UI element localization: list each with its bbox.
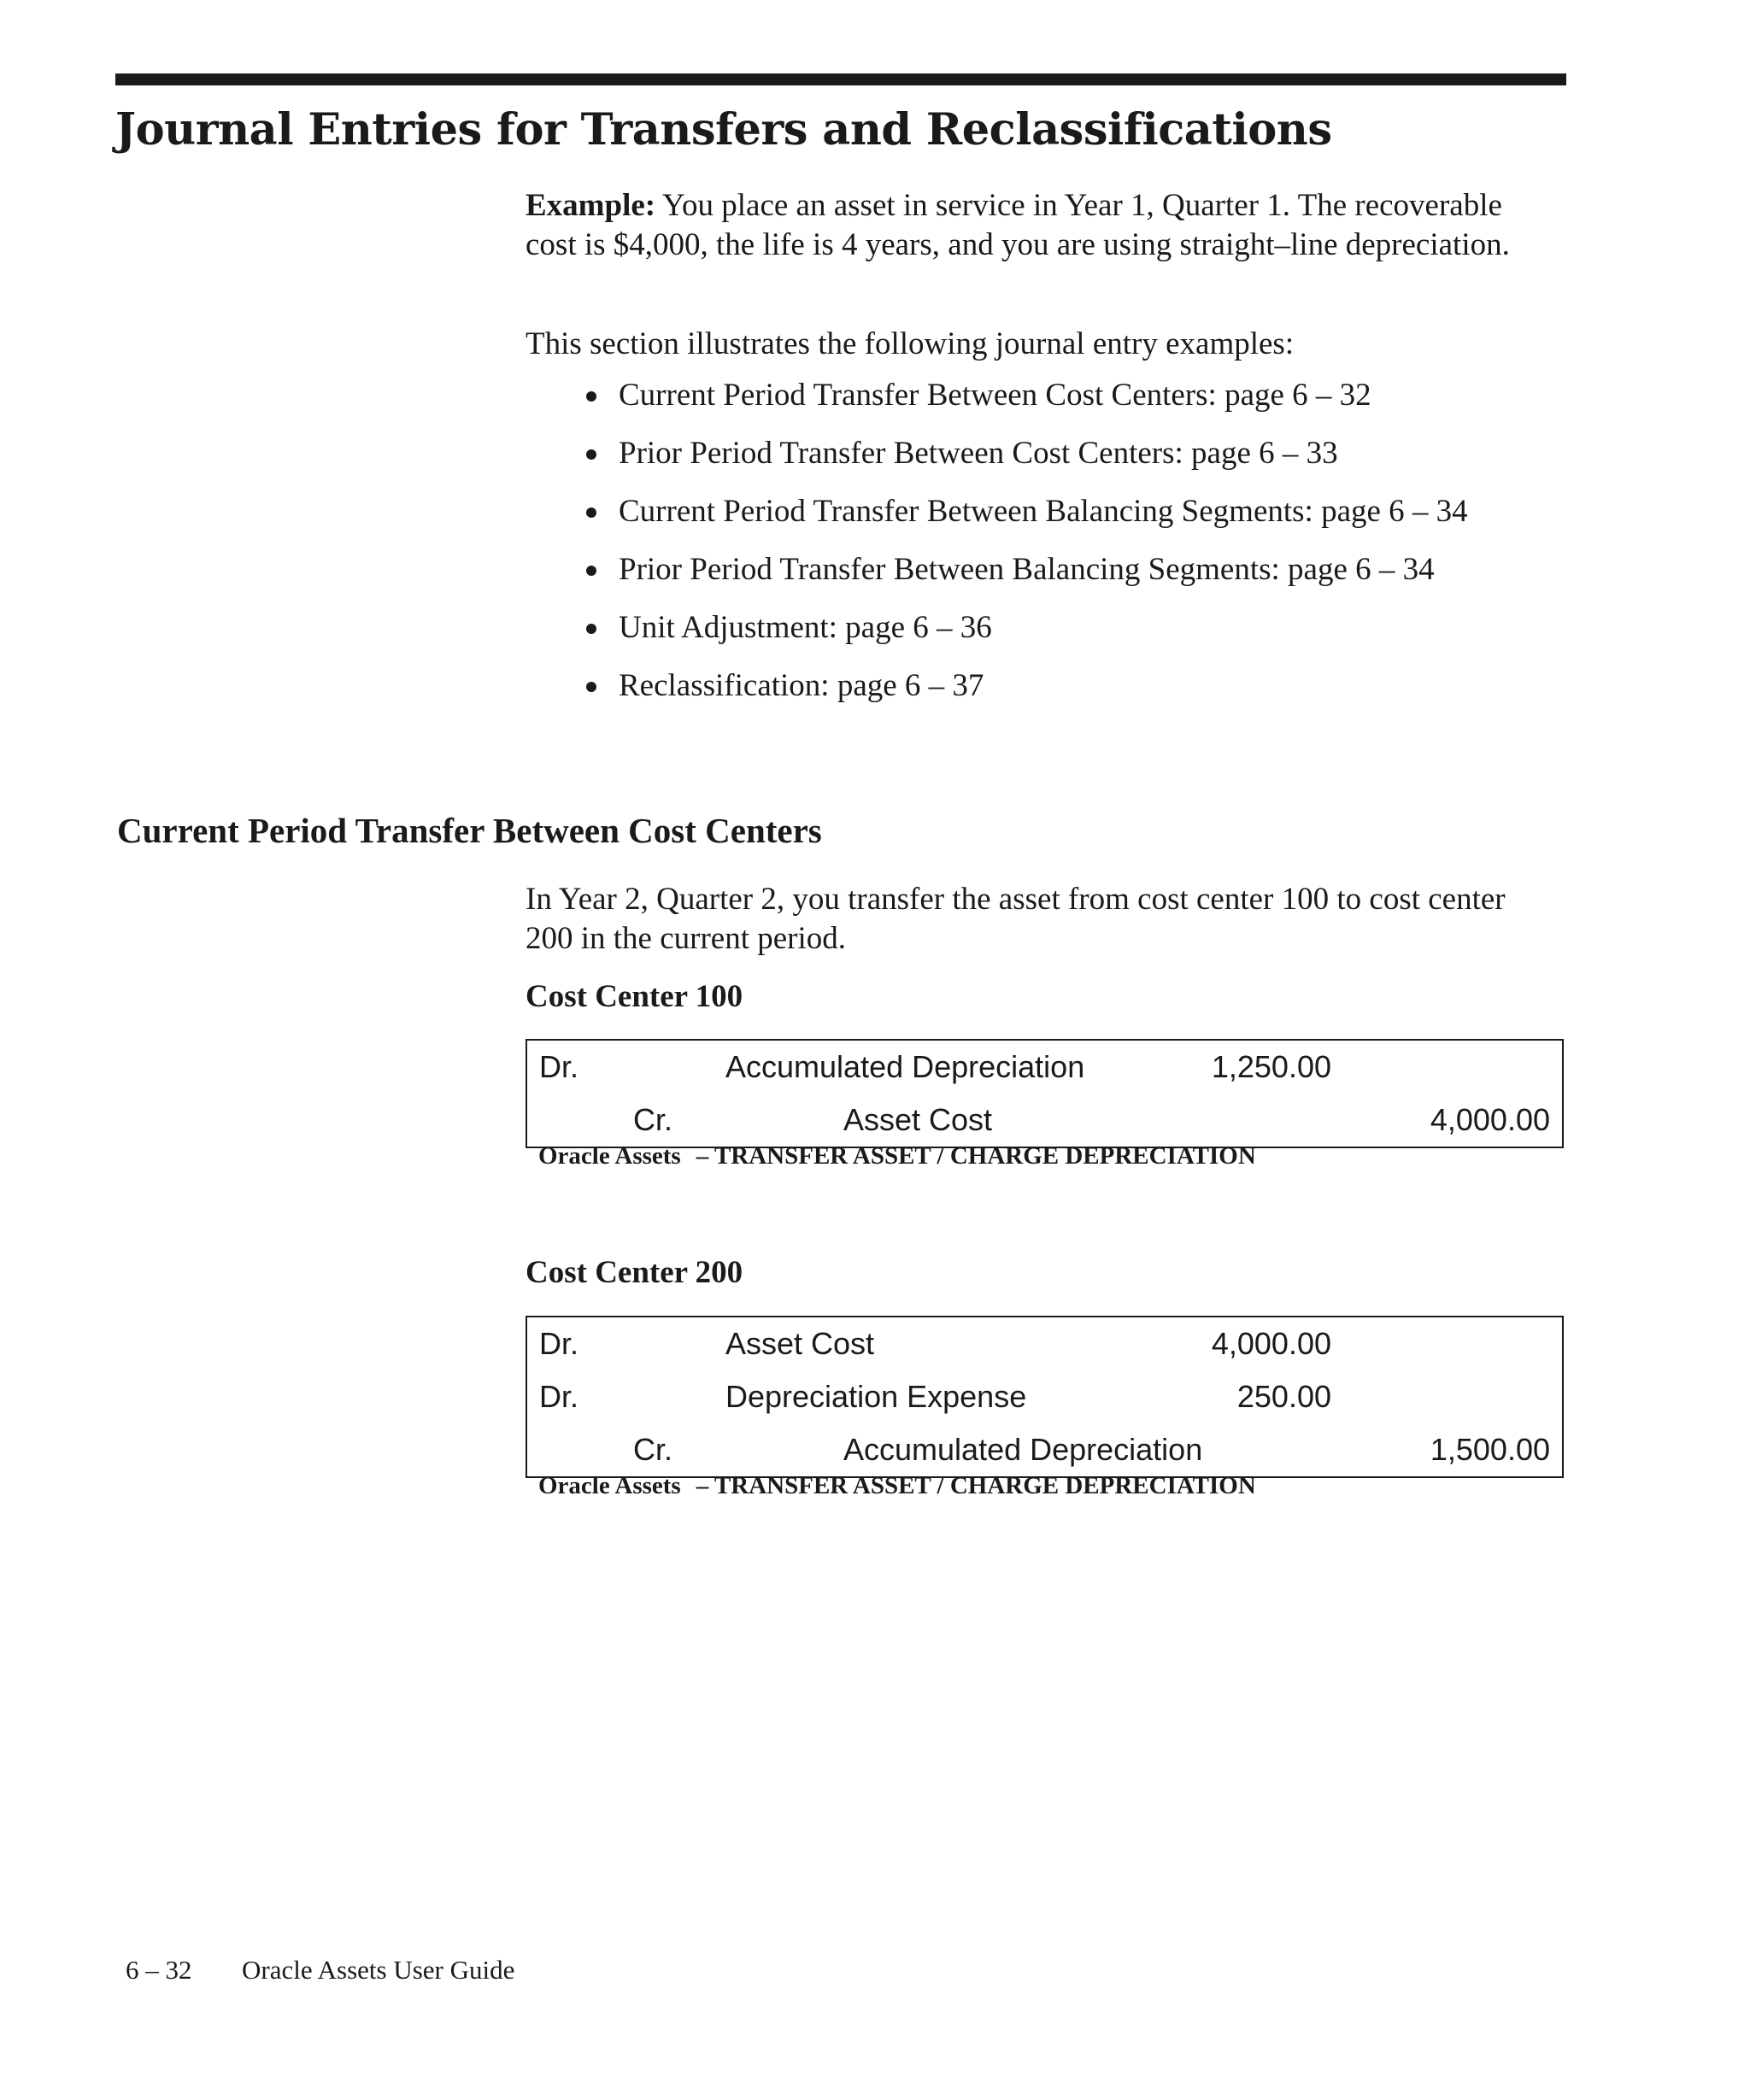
account-name: Asset Cost	[725, 1326, 875, 1361]
debit-amount: 250.00	[1236, 1379, 1331, 1414]
caption-text: – TRANSFER ASSET / CHARGE DEPRECIATION	[696, 1142, 1256, 1170]
example-paragraph	[526, 186, 1551, 265]
table-row	[527, 1041, 1562, 1094]
credit-amount: 4,000.00	[1430, 1102, 1550, 1137]
example-list	[584, 376, 1576, 724]
table-row	[527, 1423, 1562, 1476]
list-item-text: Reclassification: page 6 – 37	[619, 668, 984, 703]
list-item	[619, 434, 1576, 473]
bullet-icon	[586, 449, 596, 460]
example-text: You place an asset in service in Year 1, Quarter 1. The recoverable cost is $4,000, the life is 4 years, and you are using straight–line depreciation.	[526, 188, 1510, 262]
entry-type: Dr.	[539, 1049, 579, 1084]
list-item-text: Prior Period Transfer Between Balancing Segments: page 6 – 34	[619, 552, 1435, 587]
account-name: Accumulated Depreciation	[725, 1049, 1085, 1084]
bullet-icon	[586, 566, 596, 576]
intro-paragraph: This section illustrates the following journal entry examples:	[526, 326, 1295, 361]
credit-amount: 1,500.00	[1430, 1432, 1550, 1467]
table-row	[527, 1370, 1562, 1423]
caption-source: Oracle Assets	[538, 1142, 681, 1170]
list-item	[619, 376, 1576, 415]
list-item-text: Current Period Transfer Between Balancing Segments: page 6 – 34	[619, 494, 1468, 529]
caption-source: Oracle Assets	[538, 1472, 681, 1499]
account-name: Depreciation Expense	[725, 1379, 1027, 1414]
guide-title: Oracle Assets User Guide	[242, 1955, 515, 1985]
cost-center-100-journal	[526, 1039, 1564, 1148]
page-title: Journal Entries for Transfers and Reclassifications	[115, 104, 1332, 155]
entry-type: Cr.	[633, 1432, 673, 1467]
bullet-icon	[586, 391, 596, 402]
debit-amount: 1,250.00	[1211, 1049, 1331, 1084]
caption-text: – TRANSFER ASSET / CHARGE DEPRECIATION	[696, 1472, 1256, 1499]
section-title: Current Period Transfer Between Cost Centers	[117, 811, 822, 850]
list-item-text: Current Period Transfer Between Cost Centers: page 6 – 32	[619, 378, 1371, 413]
list-item-text: Unit Adjustment: page 6 – 36	[619, 610, 992, 645]
top-rule	[115, 73, 1566, 85]
debit-amount: 4,000.00	[1211, 1326, 1331, 1361]
page-number: 6 – 32	[126, 1955, 192, 1985]
entry-type: Dr.	[539, 1379, 579, 1414]
entry-type: Cr.	[633, 1102, 673, 1137]
list-item	[619, 608, 1576, 648]
account-name: Asset Cost	[843, 1102, 993, 1137]
table-row	[527, 1094, 1562, 1147]
table-row	[527, 1317, 1562, 1370]
bullet-icon	[586, 682, 596, 692]
cost-center-200-caption	[538, 1471, 1256, 1501]
cost-center-200-journal	[526, 1316, 1564, 1478]
cost-center-200-label: Cost Center 200	[526, 1255, 743, 1290]
page-footer	[126, 1955, 514, 1986]
bullet-icon	[586, 624, 596, 634]
cost-center-100-caption	[538, 1141, 1256, 1171]
entry-type: Dr.	[539, 1326, 579, 1361]
bullet-icon	[586, 507, 596, 518]
account-name: Accumulated Depreciation	[843, 1432, 1203, 1467]
list-item-text: Prior Period Transfer Between Cost Centers: page 6 – 33	[619, 436, 1338, 471]
list-item	[619, 550, 1576, 590]
section-body: In Year 2, Quarter 2, you transfer the asset from cost center 100 to cost center 200 in the current period.	[526, 882, 1506, 956]
list-item	[619, 492, 1576, 531]
cost-center-100-label: Cost Center 100	[526, 979, 743, 1014]
list-item	[619, 666, 1576, 706]
example-label: Example:	[526, 188, 656, 223]
